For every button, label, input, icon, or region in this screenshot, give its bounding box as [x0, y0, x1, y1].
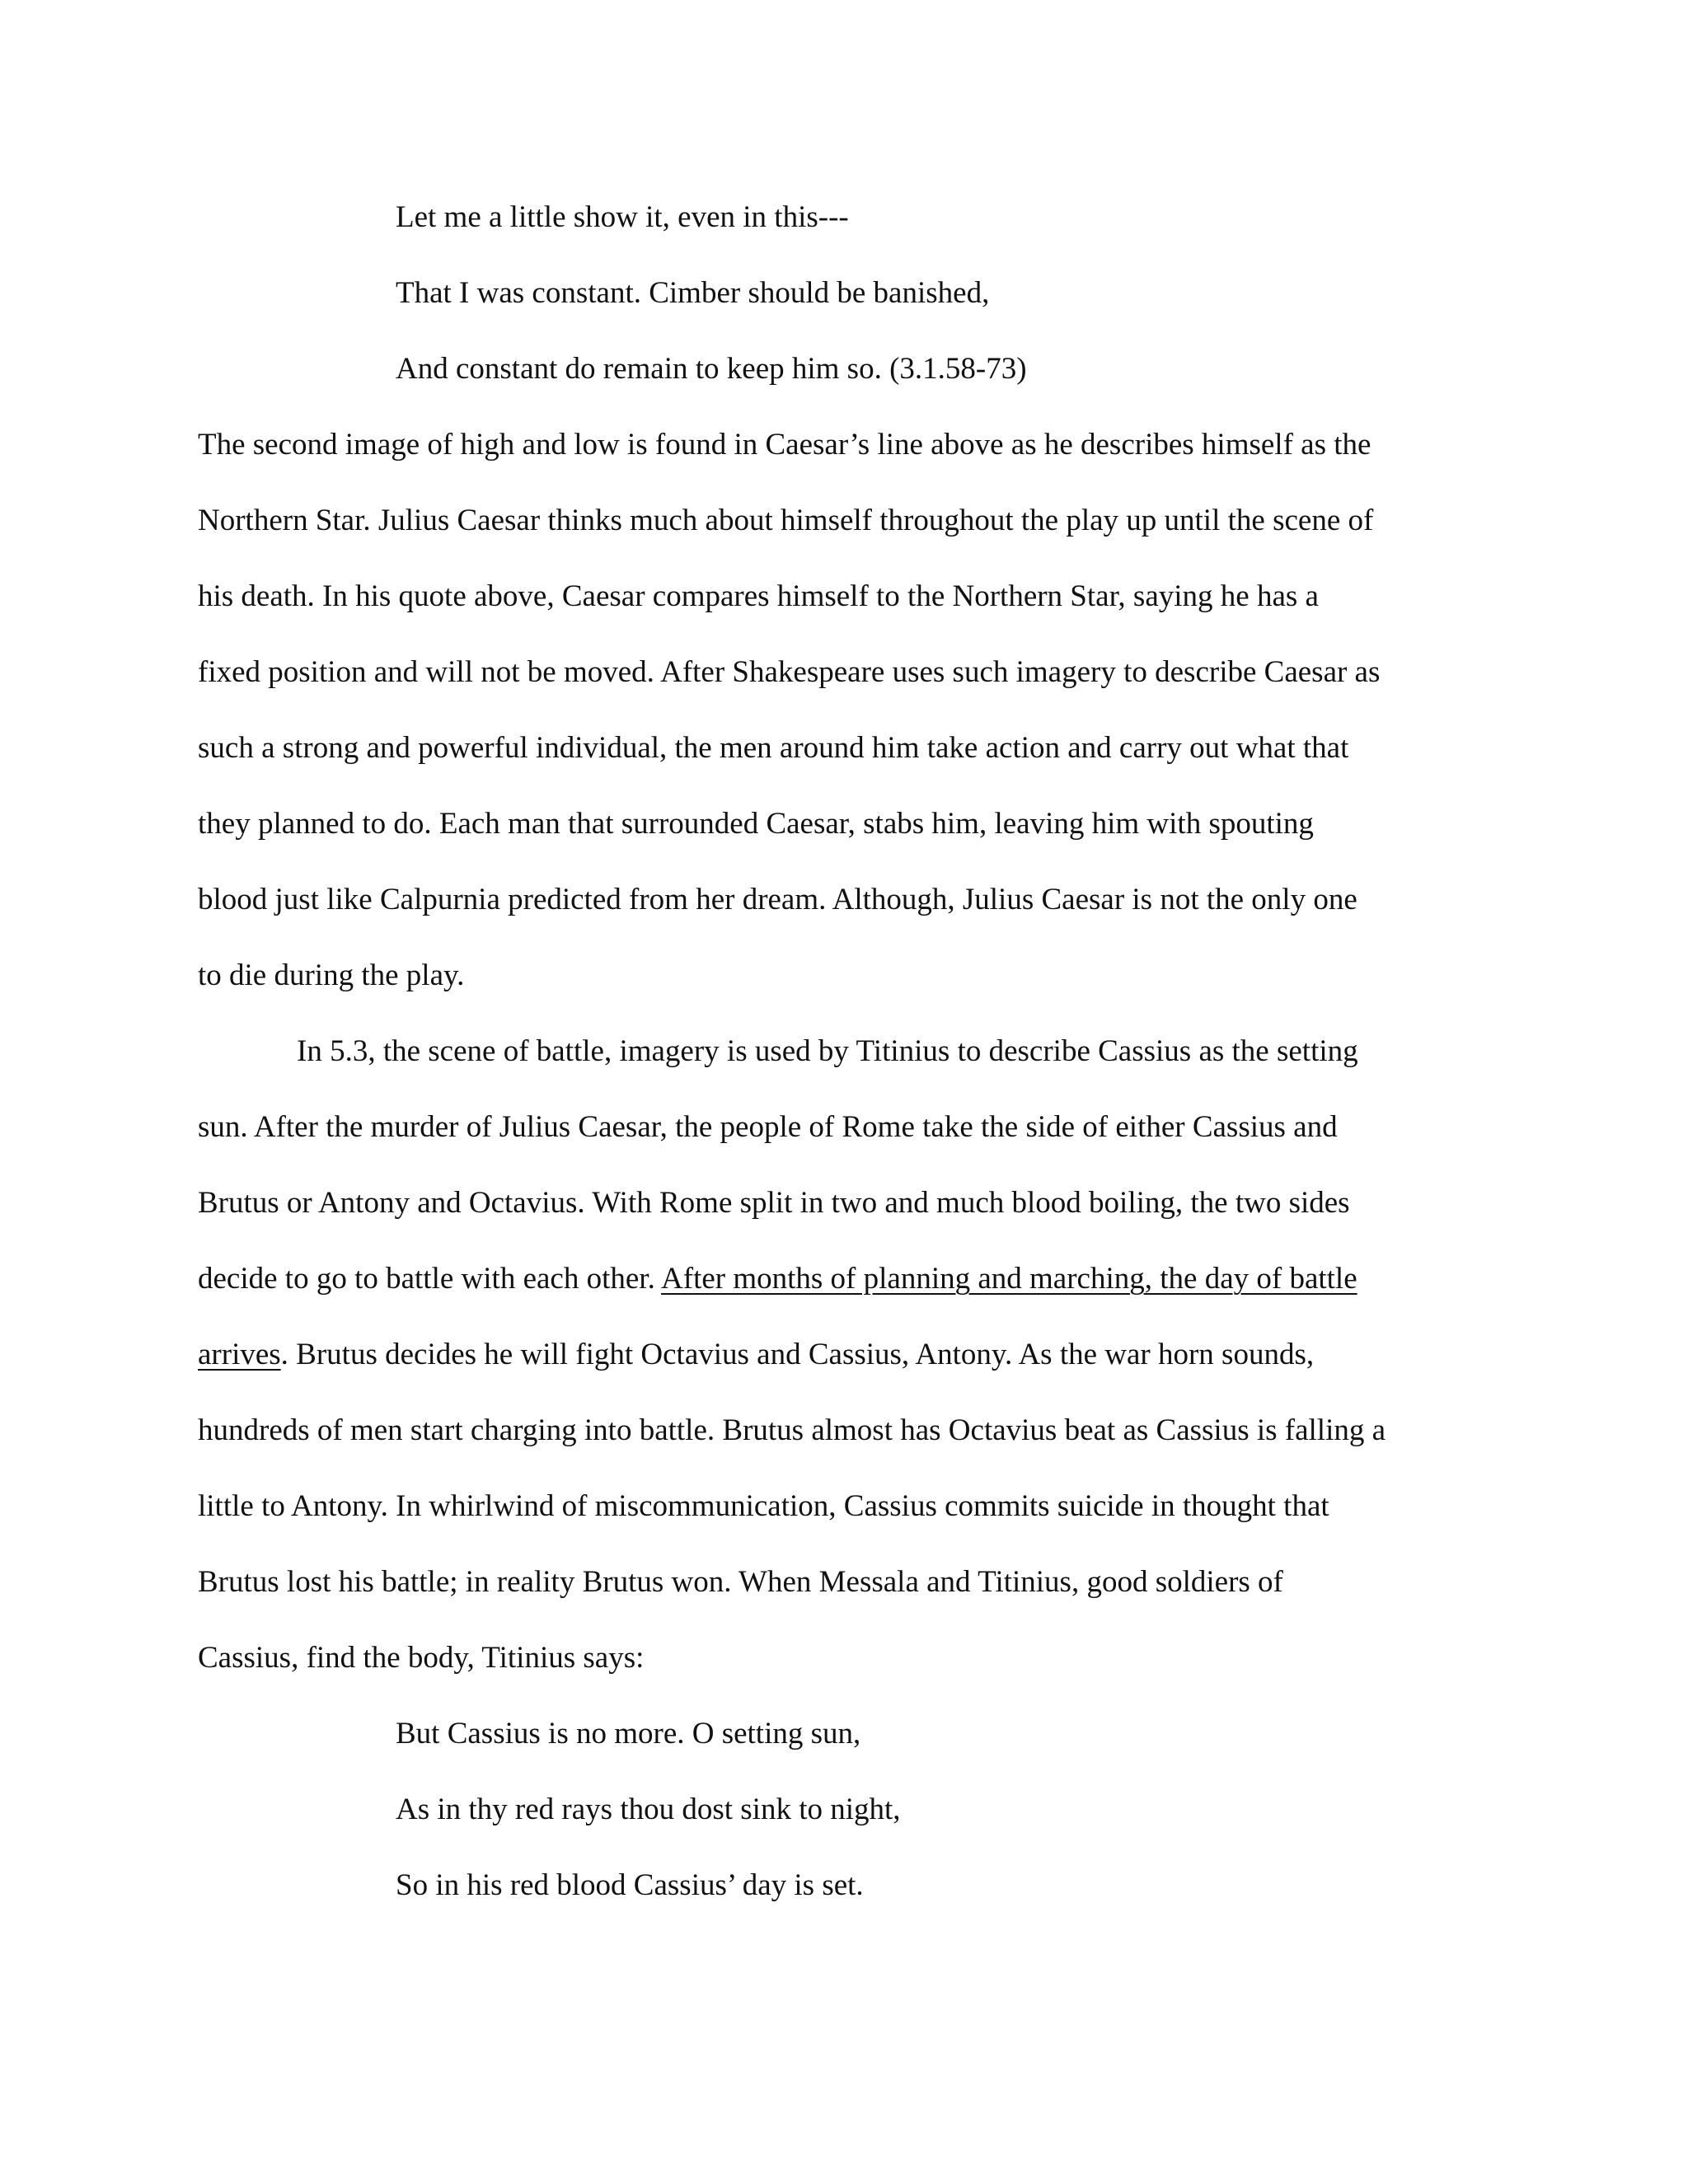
quote-line: And constant do remain to keep him so. (3.1.58-73) — [396, 352, 1027, 386]
underlined-text: After months of planning and marching, the day of battle — [661, 1262, 1357, 1296]
block-quote-titinius — [198, 1696, 1500, 1924]
paragraph-line: Brutus lost his battle; in reality Brutus won. When Messala and Titinius, good soldiers of — [198, 1565, 1283, 1599]
paragraph-line: fixed position and will not be moved. After Shakespeare uses such imagery to describe Caesar as — [198, 655, 1381, 689]
document-body — [198, 180, 1500, 1924]
paragraph-line: In 5.3, the scene of battle, imagery is used by Titinius to describe Cassius as the setting — [297, 1034, 1358, 1068]
underlined-text: arrives — [198, 1338, 281, 1371]
paragraph-northern-star — [198, 407, 1500, 1014]
quote-line: That I was constant. Cimber should be banished, — [396, 276, 990, 310]
quote-line: But Cassius is no more. O setting sun, — [396, 1717, 861, 1750]
paragraph-line: to die during the play. — [198, 958, 465, 992]
paragraph-line: little to Antony. In whirlwind of miscommunication, Cassius commits suicide in thought that — [198, 1489, 1329, 1523]
paragraph-line — [198, 1241, 1500, 1317]
quote-line: As in thy red rays thou dost sink to night, — [396, 1793, 901, 1826]
paragraph-line: blood just like Calpurnia predicted from her dream. Although, Julius Caesar is not the only one — [198, 883, 1357, 916]
paragraph-line: Brutus or Antony and Octavius. With Rome split in two and much blood boiling, the two sides — [198, 1186, 1350, 1220]
paragraph-line: his death. In his quote above, Caesar compares himself to the Northern Star, saying he has a — [198, 579, 1319, 613]
paragraph-line: The second image of high and low is found in Caesar’s line above as he describes himself as the — [198, 428, 1372, 462]
block-quote-caesar — [198, 180, 1500, 407]
paragraph-line: hundreds of men start charging into battle. Brutus almost has Octavius beat as Cassius is falling a — [198, 1413, 1386, 1447]
paragraph-line: Cassius, find the body, Titinius says: — [198, 1641, 645, 1675]
paragraph-setting-sun — [198, 1014, 1500, 1696]
paragraph-line: Northern Star. Julius Caesar thinks much about himself throughout the play up until the scene of — [198, 504, 1374, 537]
quote-line: So in his red blood Cassius’ day is set. — [396, 1868, 864, 1902]
plain-text: . Brutus decides he will fight Octavius and Cassius, Antony. As the war horn sounds, — [280, 1338, 1315, 1371]
paragraph-line — [198, 1317, 1500, 1393]
paragraph-line: they planned to do. Each man that surrounded Caesar, stabs him, leaving him with spouting — [198, 807, 1314, 841]
plain-text: decide to go to battle with each other. — [198, 1262, 662, 1296]
paragraph-line: sun. After the murder of Julius Caesar, the people of Rome take the side of either Cassius and — [198, 1110, 1338, 1144]
quote-line: Let me a little show it, even in this--- — [396, 200, 849, 234]
paragraph-line: such a strong and powerful individual, the men around him take action and carry out what that — [198, 731, 1349, 765]
